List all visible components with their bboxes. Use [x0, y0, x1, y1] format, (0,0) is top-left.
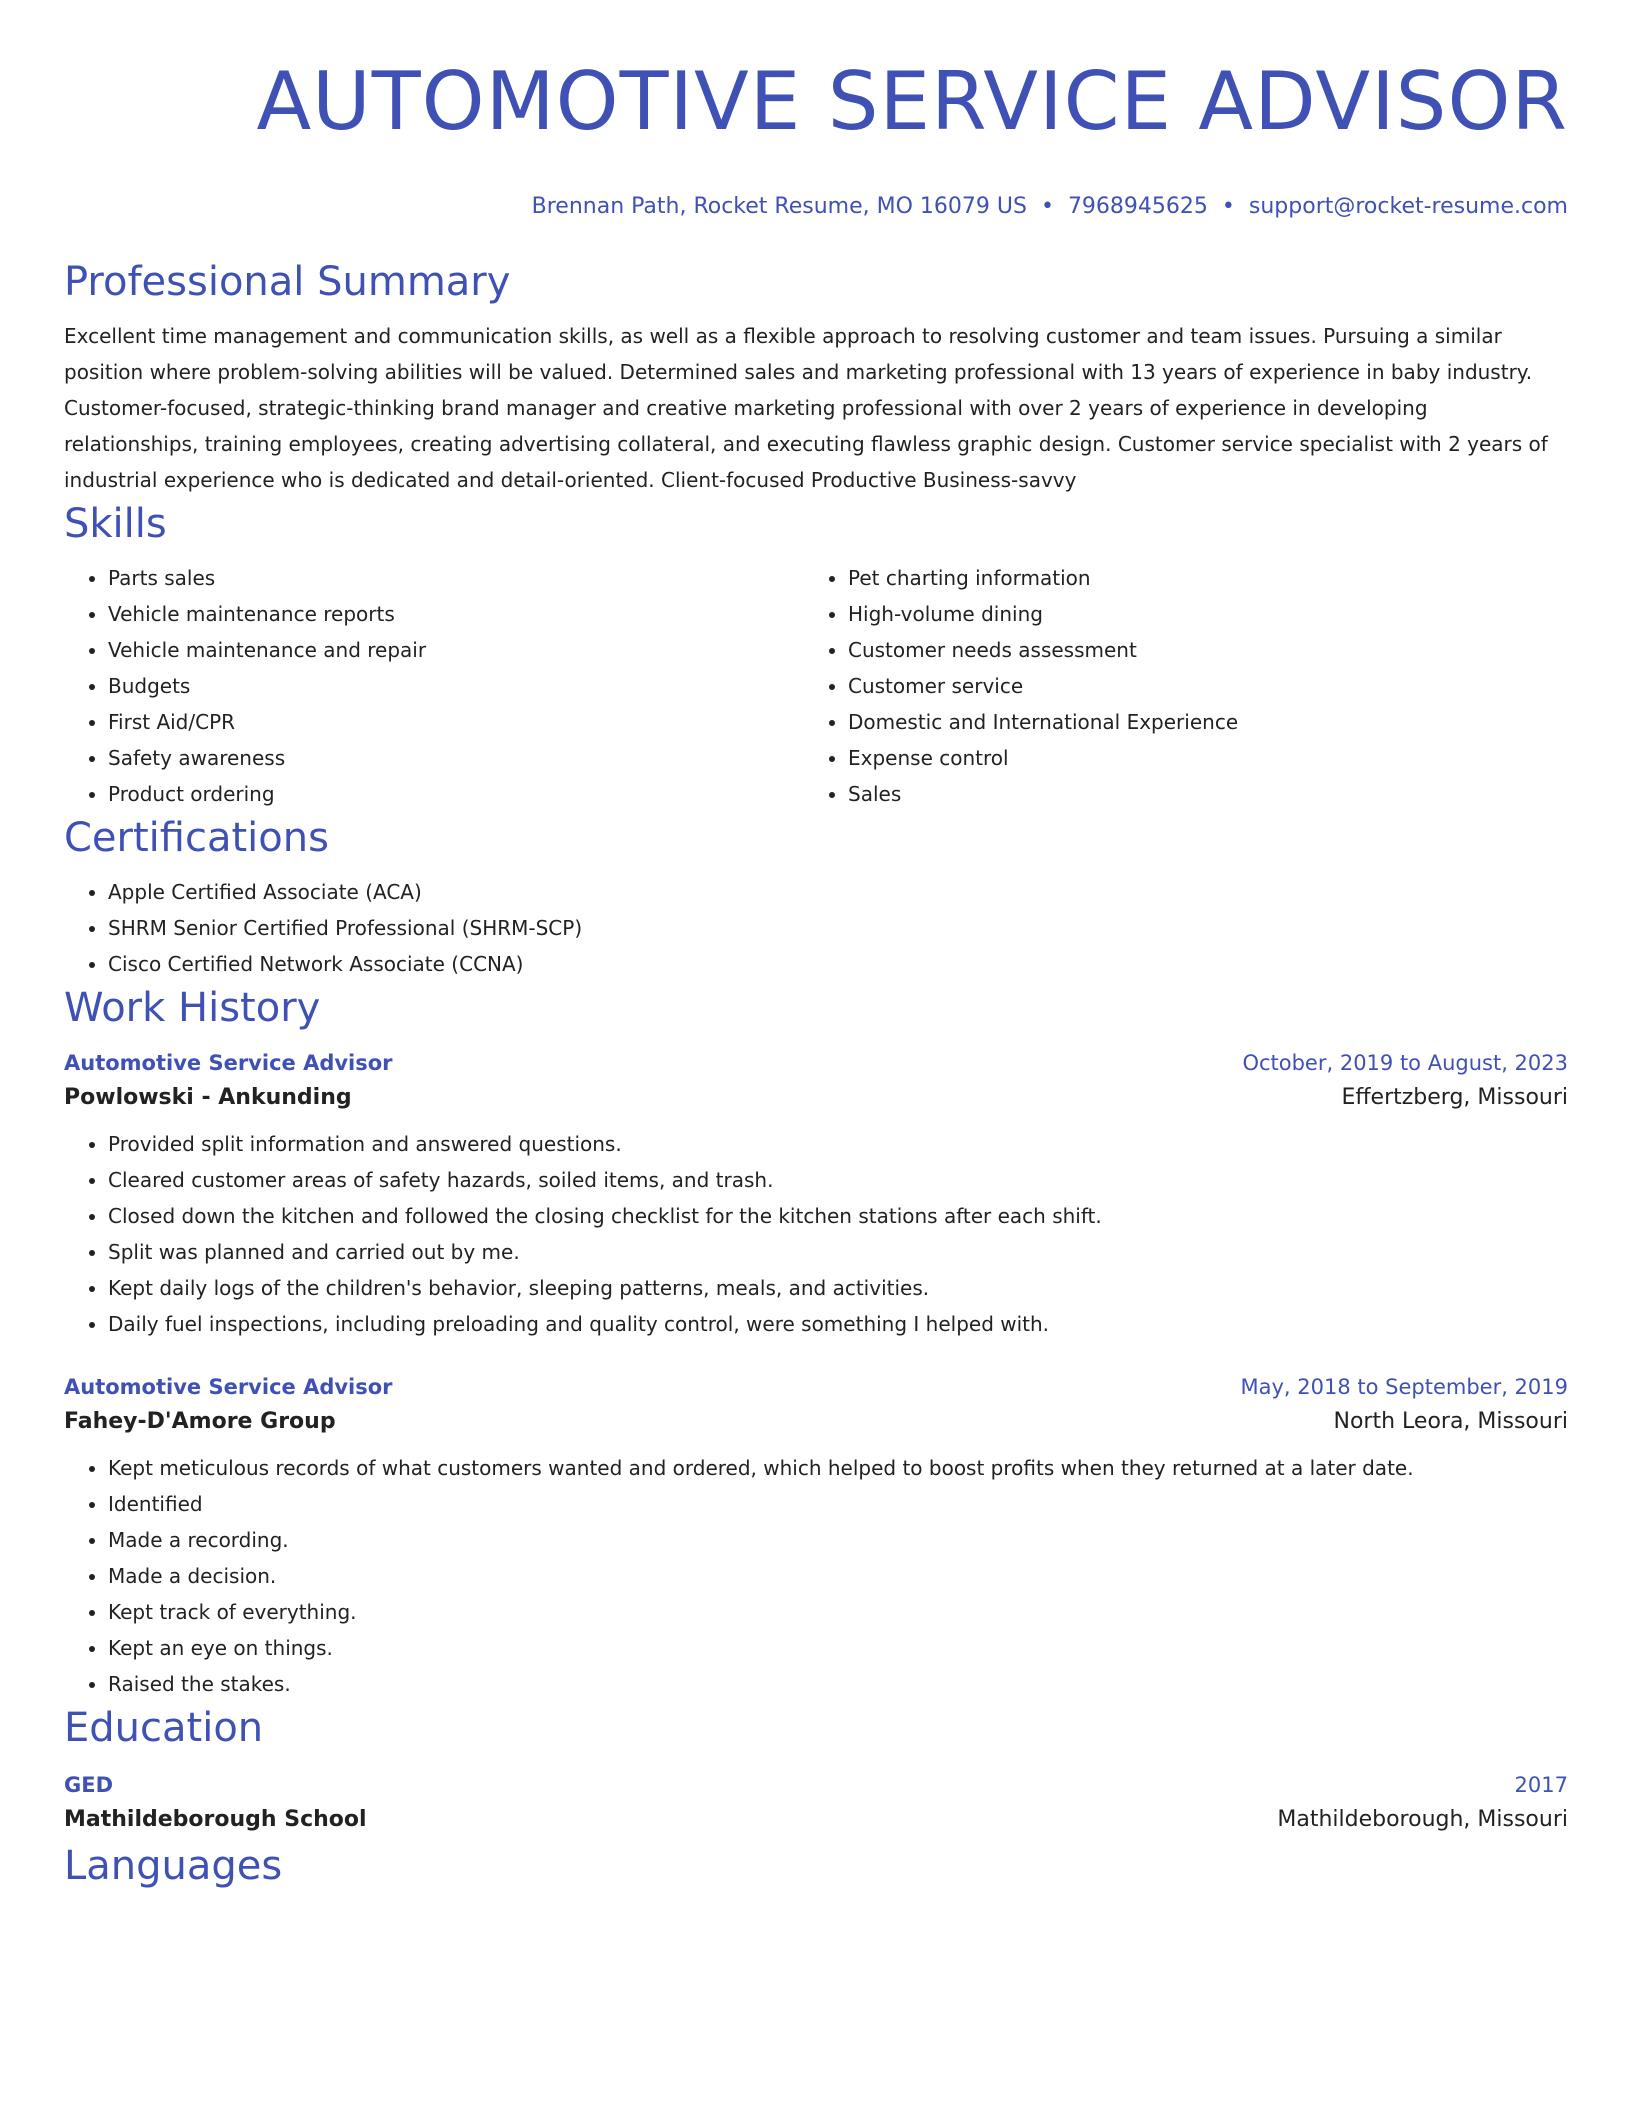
job-entry — [64, 1372, 1568, 1702]
skill-item: • Safety awareness — [108, 740, 804, 776]
contact-line — [64, 192, 1568, 222]
certification-item: • Cisco Certified Network Associate (CCNA) — [108, 946, 1568, 982]
education-header — [64, 1770, 1568, 1800]
skills-grid — [64, 560, 1568, 812]
education-subheader — [64, 1800, 1568, 1840]
skill-item: • Customer service — [848, 668, 1544, 704]
skill-item: • First Aid/CPR — [108, 704, 804, 740]
job-header — [64, 1372, 1568, 1402]
skill-item: • Domestic and International Experience — [848, 704, 1544, 740]
certifications-list — [64, 874, 1568, 982]
job-location: Effertzberg, Missouri — [1341, 1085, 1568, 1110]
summary-text: Excellent time management and communication skills, as well as a flexible approach to resolving customer and team issues. Pursuing a similar position where problem-solving abilities will be valued. Determined sales and marketing professional with 13 years of experience in baby industry. Customer-focused, strategic-thinking brand manager and creative marketing professional with over 2 years of experience in developing relationships, training employees, creating advertising collateral, and executing flawless graphic design. Customer service specialist with 2 years of industrial experience who is dedicated and detail-oriented. Client-focused Productive Business-savvy — [64, 324, 1548, 492]
summary-heading: Professional Summary — [64, 259, 511, 305]
job-bullet: • Raised the stakes. — [108, 1666, 1568, 1702]
skill-item: • Budgets — [108, 668, 804, 704]
education-heading: Education — [64, 1705, 264, 1751]
job-dates: October, 2019 to August, 2023 — [1242, 1051, 1568, 1075]
contact-separator: • — [1221, 194, 1235, 219]
job-title: Automotive Service Advisor — [64, 1051, 393, 1075]
job-header — [64, 1048, 1568, 1078]
job-bullet: • Identified — [108, 1486, 1568, 1522]
contact-email: support@rocket-resume.com — [1248, 194, 1568, 219]
job-bullet: • Kept daily logs of the children's behavior, sleeping patterns, meals, and activities. — [108, 1270, 1568, 1306]
job-company: Powlowski - Ankunding — [64, 1085, 352, 1110]
job-title: Automotive Service Advisor — [64, 1375, 393, 1399]
skills-heading: Skills — [64, 501, 167, 547]
job-bullet: • Kept track of everything. — [108, 1594, 1568, 1630]
education-school: Mathildeborough School — [64, 1807, 367, 1832]
certifications-heading: Certifications — [64, 815, 329, 861]
resume-name: AUTOMOTIVE SERVICE ADVISOR — [256, 55, 1568, 148]
certification-item: • SHRM Senior Certified Professional (SHRM-SCP) — [108, 910, 1568, 946]
job-bullet: • Kept an eye on things. — [108, 1630, 1568, 1666]
skills-list-right — [804, 560, 1544, 812]
work-history-heading: Work History — [64, 985, 321, 1031]
contact-separator: • — [1040, 194, 1054, 219]
job-subheader — [64, 1078, 1568, 1118]
contact-address: Brennan Path, Rocket Resume, MO 16079 US — [531, 194, 1027, 219]
skill-item: • Expense control — [848, 740, 1544, 776]
job-bullet: • Closed down the kitchen and followed the closing checklist for the kitchen stations after each shift. — [108, 1198, 1568, 1234]
job-location: North Leora, Missouri — [1333, 1409, 1568, 1434]
education-degree: GED — [64, 1773, 114, 1797]
job-bullets — [64, 1450, 1568, 1702]
skill-item: • Pet charting information — [848, 560, 1544, 596]
skill-item: • Vehicle maintenance reports — [108, 596, 804, 632]
job-dates: May, 2018 to September, 2019 — [1240, 1375, 1568, 1399]
education-location: Mathildeborough, Missouri — [1277, 1807, 1568, 1832]
skill-item: • Customer needs assessment — [848, 632, 1544, 668]
job-bullet: • Kept meticulous records of what customers wanted and ordered, which helped to boost profits when they returned at a later date. — [108, 1450, 1568, 1486]
languages-heading: Languages — [64, 1843, 283, 1889]
job-subheader — [64, 1402, 1568, 1442]
skill-item: • Product ordering — [108, 776, 804, 812]
skill-item: • Sales — [848, 776, 1544, 812]
education-entry — [64, 1770, 1568, 1840]
contact-phone: 7968945625 — [1067, 194, 1208, 219]
job-bullet: • Split was planned and carried out by me. — [108, 1234, 1568, 1270]
skill-item: • Parts sales — [108, 560, 804, 596]
skill-item: • High-volume dining — [848, 596, 1544, 632]
certification-item: • Apple Certified Associate (ACA) — [108, 874, 1568, 910]
job-bullet: • Made a decision. — [108, 1558, 1568, 1594]
job-bullet: • Provided split information and answered questions. — [108, 1126, 1568, 1162]
job-bullet: • Daily fuel inspections, including preloading and quality control, were something I helped with. — [108, 1306, 1568, 1342]
skill-item: • Vehicle maintenance and repair — [108, 632, 804, 668]
job-bullets — [64, 1126, 1568, 1342]
job-bullet: • Cleared customer areas of safety hazards, soiled items, and trash. — [108, 1162, 1568, 1198]
job-company: Fahey-D'Amore Group — [64, 1409, 336, 1434]
job-entry — [64, 1048, 1568, 1342]
job-bullet: • Made a recording. — [108, 1522, 1568, 1558]
education-year: 2017 — [1514, 1773, 1568, 1797]
skills-list-left — [64, 560, 804, 812]
